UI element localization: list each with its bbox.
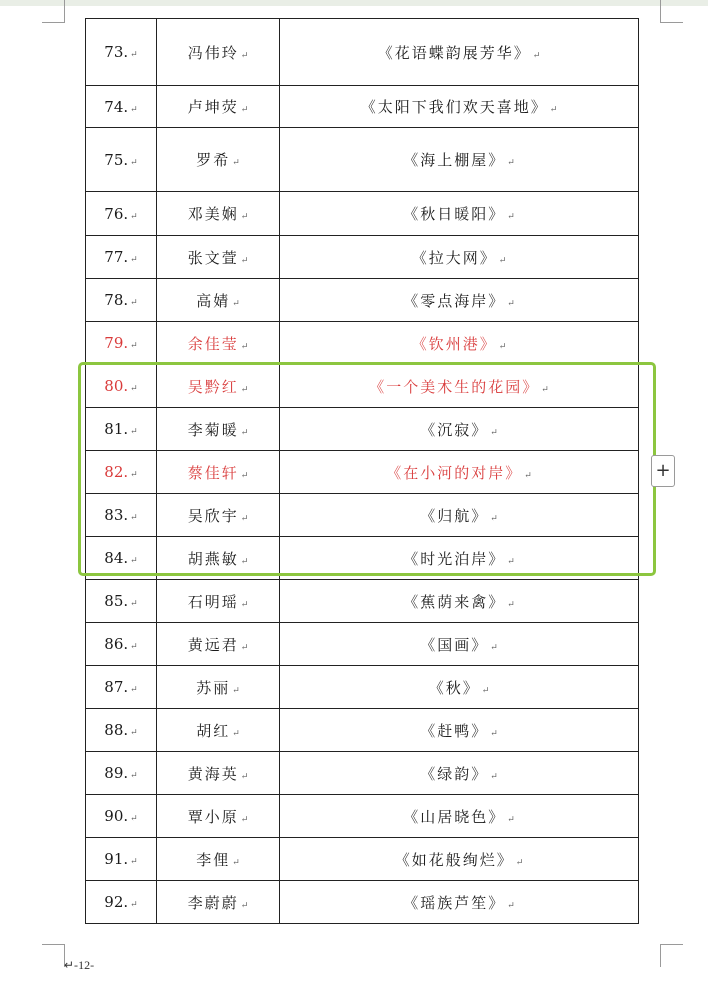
row-number: 87.	[104, 678, 129, 696]
paragraph-mark: ↵	[507, 599, 515, 610]
author-name: 蔡佳轩	[187, 463, 239, 482]
paragraph-mark: ↵	[490, 513, 498, 524]
paragraph-mark: ↵	[240, 470, 249, 481]
table-row	[86, 709, 639, 752]
author-name: 卢坤荧	[187, 98, 239, 116]
paragraph-mark: ↵	[490, 427, 498, 438]
author-name-cell[interactable]	[157, 838, 280, 881]
row-number: 82.	[104, 463, 129, 481]
work-title: 《国画》	[420, 635, 489, 654]
paragraph-mark: ↵	[130, 513, 138, 523]
paragraph-mark: ↵	[240, 50, 249, 61]
work-title-cell[interactable]	[280, 838, 639, 881]
work-title: 《拉大网》	[411, 248, 497, 267]
work-title: 《沉寂》	[420, 420, 489, 439]
work-title: 《赶鸭》	[420, 721, 489, 740]
paragraph-mark: ↵	[240, 771, 249, 782]
table-row	[86, 192, 639, 236]
author-name: 覃小原	[187, 807, 239, 826]
work-title: 《花语蝶韵展芳华》	[377, 43, 531, 62]
work-title-cell[interactable]	[280, 86, 639, 128]
row-number: 80.	[104, 377, 129, 395]
table-row	[86, 580, 639, 623]
table-row	[86, 236, 639, 279]
page-number	[64, 958, 94, 973]
row-number: 74.	[104, 97, 129, 116]
author-name: 张文萱	[187, 248, 239, 267]
row-number: 76.	[104, 204, 129, 223]
row-number-cell[interactable]	[86, 881, 157, 924]
row-number: 86.	[104, 635, 129, 653]
work-title: 《如花般绚烂》	[394, 850, 514, 869]
author-name-cell[interactable]	[157, 322, 280, 365]
paragraph-mark: ↵	[232, 685, 240, 696]
work-title: 《时光泊岸》	[403, 549, 506, 568]
paragraph-mark: ↵	[240, 255, 249, 266]
author-name-cell[interactable]	[157, 279, 280, 322]
table-row	[86, 19, 639, 86]
author-name: 苏丽	[196, 678, 231, 697]
author-name: 胡红	[196, 721, 231, 740]
row-number-cell[interactable]	[86, 236, 157, 279]
author-name-cell[interactable]	[157, 19, 280, 86]
author-name: 李俚	[196, 850, 231, 869]
work-title: 《钦州港》	[411, 334, 497, 353]
paragraph-mark: ↵	[130, 427, 138, 437]
paragraph-mark: ↵	[240, 212, 249, 222]
row-number-cell[interactable]	[86, 623, 157, 666]
paragraph-mark: ↵	[524, 470, 532, 481]
paragraph-mark: ↵	[232, 857, 240, 868]
paragraph-mark: ↵	[507, 900, 515, 911]
row-number: 81.	[104, 420, 129, 438]
margin-corner-bottom-right	[660, 944, 683, 967]
page-number-value: 12	[78, 958, 91, 972]
author-name: 黄远君	[187, 635, 239, 654]
paragraph-mark: ↵	[130, 255, 138, 265]
table-row	[86, 279, 639, 322]
paragraph-mark: ↵	[240, 341, 249, 352]
page-number-suffix: -	[90, 958, 95, 972]
paragraph-mark: ↵	[130, 50, 138, 60]
row-number: 83.	[104, 506, 129, 524]
work-title: 《零点海岸》	[403, 291, 506, 310]
row-number-cell[interactable]	[86, 666, 157, 709]
work-title: 《瑶族芦笙》	[403, 893, 506, 912]
paragraph-mark: ↵	[481, 685, 490, 696]
paragraph-mark: ↵	[490, 771, 498, 782]
page-number-prefix: ↵-	[64, 958, 79, 972]
table-row	[86, 623, 639, 666]
work-title: 《海上棚屋》	[403, 151, 506, 169]
paragraph-mark: ↵	[240, 642, 249, 653]
paragraph-mark: ↵	[130, 814, 138, 824]
work-title: 《蕉荫来禽》	[403, 592, 506, 611]
add-row-button[interactable]	[651, 455, 675, 487]
paragraph-mark: ↵	[130, 470, 138, 480]
author-name: 余佳莹	[187, 334, 239, 353]
author-name: 冯伟玲	[187, 43, 239, 62]
paragraph-mark: ↵	[498, 341, 507, 352]
author-name: 石明瑶	[187, 592, 239, 611]
paragraph-mark: ↵	[507, 212, 515, 222]
work-title-cell[interactable]	[280, 192, 639, 236]
window-top-bar	[0, 0, 708, 6]
paragraph-mark: ↵	[130, 298, 138, 308]
paragraph-mark: ↵	[507, 814, 515, 825]
row-number-cell[interactable]	[86, 19, 157, 86]
row-number-cell[interactable]	[86, 322, 157, 365]
author-name-cell[interactable]	[157, 128, 280, 192]
paragraph-mark: ↵	[240, 814, 249, 825]
paragraph-mark: ↵	[532, 50, 541, 61]
row-number-cell[interactable]	[86, 709, 157, 752]
author-name-cell[interactable]	[157, 236, 280, 279]
row-number: 90.	[104, 807, 129, 825]
row-number-cell[interactable]	[86, 795, 157, 838]
paragraph-mark: ↵	[130, 341, 138, 351]
paragraph-mark: ↵	[240, 599, 249, 610]
paragraph-mark: ↵	[130, 642, 138, 652]
paragraph-mark: ↵	[498, 255, 507, 266]
work-title: 《归航》	[420, 506, 489, 525]
paragraph-mark: ↵	[507, 298, 515, 309]
paragraph-mark: ↵	[130, 728, 138, 738]
paragraph-mark: ↵	[232, 298, 240, 309]
work-title: 《在小河的对岸》	[386, 463, 523, 482]
paragraph-mark: ↵	[541, 384, 549, 395]
paragraph-mark: ↵	[515, 857, 524, 868]
author-name: 吴黔红	[187, 377, 239, 396]
paragraph-mark: ↵	[232, 728, 240, 739]
row-number-cell[interactable]	[86, 580, 157, 623]
work-title-cell[interactable]	[280, 623, 639, 666]
paragraph-mark: ↵	[130, 104, 138, 115]
row-number-cell[interactable]	[86, 838, 157, 881]
plus-icon: +	[655, 460, 671, 481]
work-title-cell[interactable]	[280, 279, 639, 322]
row-number-cell[interactable]	[86, 279, 157, 322]
table-row	[86, 838, 639, 881]
author-name: 黄海英	[187, 764, 239, 783]
paragraph-mark: ↵	[130, 211, 138, 222]
paragraph-mark: ↵	[490, 642, 498, 653]
margin-corner-top-right	[660, 0, 683, 23]
author-name-cell[interactable]	[157, 709, 280, 752]
paragraph-mark: ↵	[130, 556, 138, 566]
paragraph-mark: ↵	[240, 427, 249, 438]
author-name-cell[interactable]	[157, 580, 280, 623]
row-number: 91.	[104, 850, 129, 868]
author-name: 胡燕敏	[187, 549, 239, 568]
author-name: 罗希	[196, 151, 231, 169]
paragraph-mark: ↵	[130, 900, 138, 910]
paragraph-mark: ↵	[232, 158, 240, 168]
work-title-cell[interactable]	[280, 580, 639, 623]
author-name-cell[interactable]	[157, 192, 280, 236]
row-number: 78.	[104, 291, 129, 309]
work-title-cell[interactable]	[280, 322, 639, 365]
row-number: 77.	[104, 248, 129, 266]
author-name-cell[interactable]	[157, 666, 280, 709]
table-row	[86, 322, 639, 365]
work-title-cell[interactable]	[280, 128, 639, 192]
paragraph-mark: ↵	[240, 900, 249, 911]
table-row	[86, 86, 639, 128]
author-name-cell[interactable]	[157, 881, 280, 924]
row-number-cell[interactable]	[86, 128, 157, 192]
row-number: 92.	[104, 893, 129, 911]
paragraph-mark: ↵	[549, 105, 558, 115]
table-row	[86, 795, 639, 838]
paragraph-mark: ↵	[490, 728, 498, 739]
paragraph-mark: ↵	[240, 384, 249, 395]
paragraph-mark: ↵	[130, 384, 138, 394]
work-title-cell[interactable]	[280, 236, 639, 279]
paragraph-mark: ↵	[240, 105, 249, 115]
margin-corner-bottom-left	[42, 944, 65, 967]
author-name: 李蔚蔚	[187, 893, 239, 912]
table-row	[86, 752, 639, 795]
row-number: 88.	[104, 721, 129, 739]
author-name-cell[interactable]	[157, 752, 280, 795]
work-title: 《绿韵》	[420, 764, 489, 783]
selection-highlight	[78, 362, 656, 576]
paragraph-mark: ↵	[507, 556, 515, 567]
author-name: 邓美娴	[187, 205, 239, 223]
work-title-cell[interactable]	[280, 19, 639, 86]
paragraph-mark: ↵	[240, 556, 249, 567]
author-name: 吴欣宇	[187, 506, 239, 525]
work-title: 《一个美术生的花园》	[369, 377, 540, 396]
work-title-cell[interactable]	[280, 752, 639, 795]
author-name-cell[interactable]	[157, 86, 280, 128]
paragraph-mark: ↵	[507, 158, 515, 168]
paragraph-mark: ↵	[130, 599, 138, 609]
work-title: 《山居晓色》	[403, 807, 506, 826]
work-title-cell[interactable]	[280, 881, 639, 924]
row-number: 75.	[104, 150, 129, 169]
work-title: 《秋日暖阳》	[403, 205, 506, 223]
author-name-cell[interactable]	[157, 623, 280, 666]
paragraph-mark: ↵	[130, 157, 138, 168]
row-number: 79.	[104, 334, 129, 352]
row-number-cell[interactable]	[86, 752, 157, 795]
author-name: 李菊暖	[187, 420, 239, 439]
row-number: 85.	[104, 592, 129, 610]
work-title-cell[interactable]	[280, 795, 639, 838]
paragraph-mark: ↵	[240, 513, 249, 524]
row-number: 73.	[104, 43, 129, 61]
paragraph-mark: ↵	[130, 685, 138, 695]
table-row	[86, 128, 639, 192]
row-number: 89.	[104, 764, 129, 782]
row-number-cell[interactable]	[86, 192, 157, 236]
work-title: 《秋》	[428, 678, 480, 697]
author-name: 高婧	[196, 291, 231, 310]
author-name-cell[interactable]	[157, 795, 280, 838]
table-row	[86, 881, 639, 924]
work-title: 《太阳下我们欢天喜地》	[360, 98, 548, 116]
margin-corner-top-left	[42, 0, 65, 23]
work-title-cell[interactable]	[280, 666, 639, 709]
row-number: 84.	[104, 549, 129, 567]
table-row	[86, 666, 639, 709]
work-title-cell[interactable]	[280, 709, 639, 752]
paragraph-mark: ↵	[130, 857, 138, 867]
row-number-cell[interactable]	[86, 86, 157, 128]
paragraph-mark: ↵	[130, 771, 138, 781]
